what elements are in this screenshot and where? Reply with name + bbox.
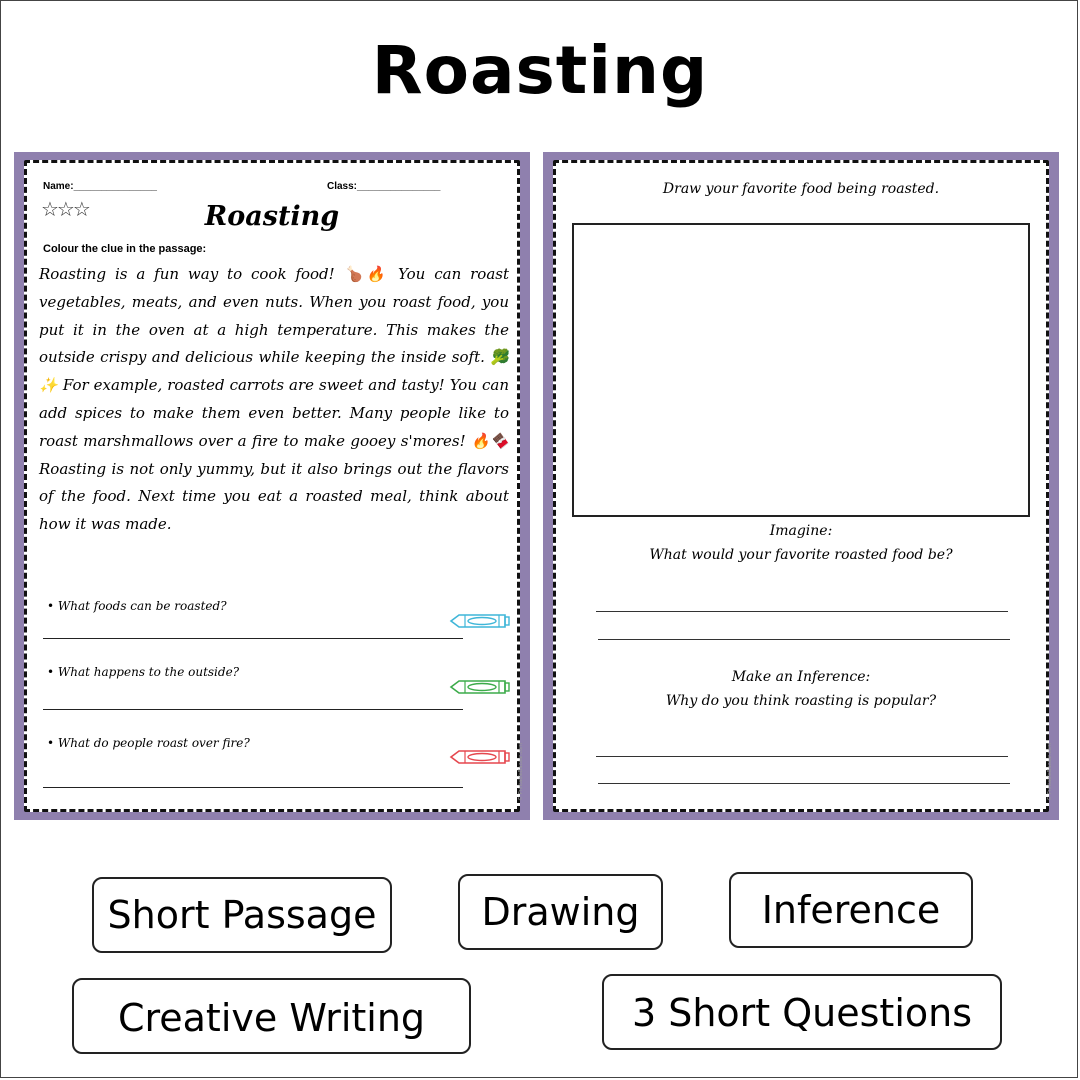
class-label: Class:_______________ [327,181,441,192]
tag-short-passage: Short Passage [92,877,392,953]
worksheet-preview-reading [14,152,530,820]
worksheet-preview-drawing [543,152,1059,820]
watermark: © PrintableBazaar.com [518,743,524,801]
worksheet-page [24,160,524,812]
tag-3-short-questions: 3 Short Questions [602,974,1002,1050]
answer-line-2[interactable] [43,709,463,710]
writing-line-4[interactable] [598,783,1010,784]
page-title: Roasting [371,32,709,109]
tag-drawing: Drawing [458,874,663,950]
question-2: • What happens to the outside? [47,665,240,679]
answer-line-1[interactable] [43,638,463,639]
worksheet-page [553,160,1053,812]
tag-inference: Inference [729,872,973,948]
worksheet-title: Roasting [204,201,340,232]
crayon-blue-icon [449,612,511,630]
writing-line-3[interactable] [596,756,1008,757]
imagine-question: What would your favorite roasted food be? [649,547,953,563]
watermark: © PrintableBazaar.com [1047,743,1053,801]
instruction-text: Colour the clue in the passage: [43,243,207,255]
crayon-red-icon [449,748,511,766]
drawing-box[interactable] [572,223,1030,517]
answer-line-3[interactable] [43,787,463,788]
imagine-label: Imagine: [769,523,833,539]
question-1: • What foods can be roasted? [47,599,227,613]
writing-line-1[interactable] [596,611,1008,612]
crayon-green-icon [449,678,511,696]
reading-passage: Roasting is a fun way to cook food! 🍗🔥 You can roast vegetables, meats, and even nuts. When you roast food, you put it in the oven at a high temperature. This makes the outside crispy and delicious while keeping the inside soft. 🥦✨ For example, roasted carrots are sweet and tasty! You can add spices to make them even better. Many people like to roast marshmallows over a fire to make gooey s'mores! 🔥🍫 Roasting is not only yummy, but it also brings out the flavors of the food. Next time you eat a roasted meal, think about how it was made. [39,265,509,534]
question-3: • What do people roast over fire? [47,736,250,750]
inference-label: Make an Inference: [731,669,871,685]
tag-creative-writing: Creative Writing [72,978,471,1054]
drawing-prompt: Draw your favorite food being roasted. [662,181,940,197]
writing-line-2[interactable] [598,639,1010,640]
name-label: Name:_______________ [43,181,157,192]
star-rating-icon: ☆☆☆ [41,197,89,221]
inference-question: Why do you think roasting is popular? [665,693,937,709]
